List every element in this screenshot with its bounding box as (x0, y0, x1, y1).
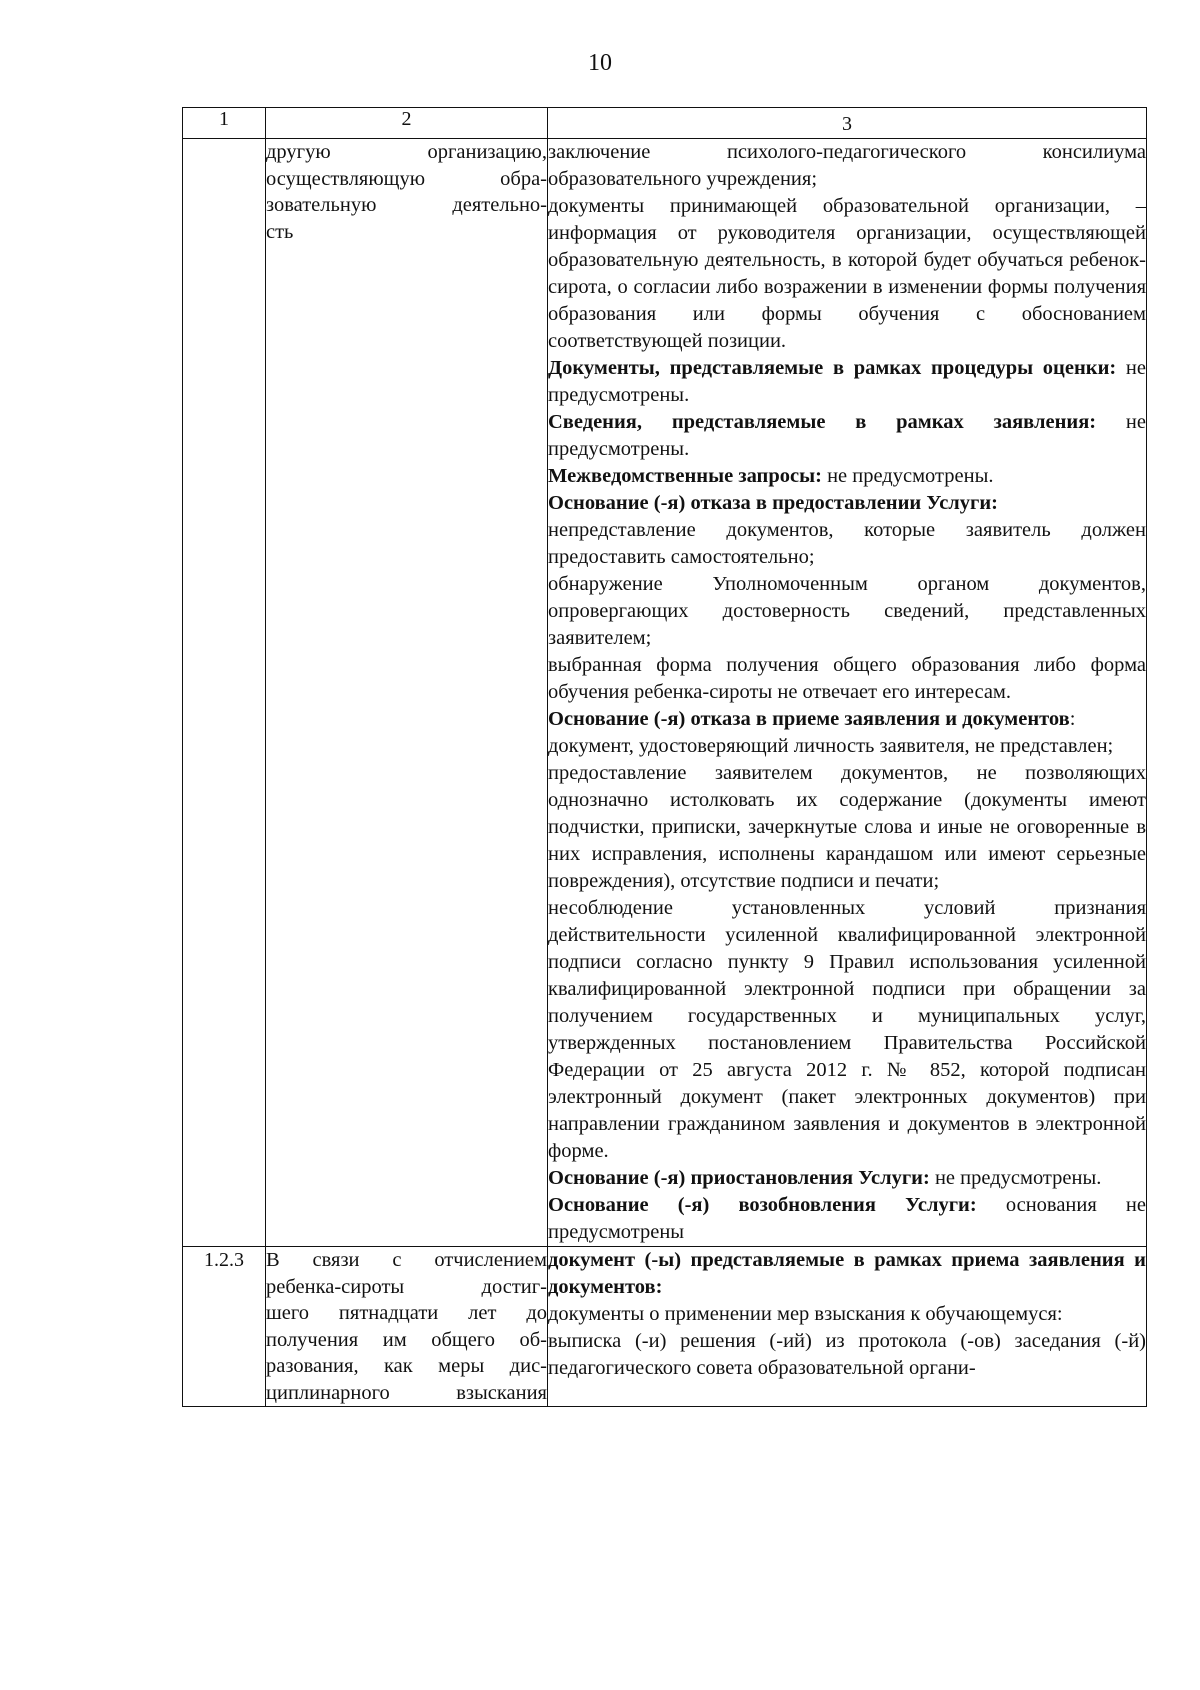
description-line: получения им общего об- (266, 1328, 547, 1351)
row-number (183, 139, 266, 1247)
detail-paragraph: заключение психолого-педагогического консилиума образовательного учреждения; (548, 141, 1146, 190)
detail-heading: Документы, представляемые в рамках процедуры оценки: (548, 357, 1117, 379)
header-col-3: 3 (548, 108, 1147, 139)
header-col-2: 2 (266, 108, 548, 139)
detail-heading: Основание (-я) отказа в предоставлении Услуги: (548, 492, 998, 514)
detail-heading: Межведомственные запросы: (548, 465, 822, 487)
detail-heading: Основание (-я) приостановления Услуги: (548, 1167, 930, 1189)
description-line: зовательную деятельно- (266, 194, 547, 216)
detail-paragraph: Основание (-я) возобновления Услуги: основания не предусмотрены (548, 1194, 1146, 1243)
description-line: сть (266, 220, 294, 243)
detail-paragraph: выбранная форма получения общего образования либо форма обучения ребенка-сироты не отвечает его интересам. (548, 654, 1146, 703)
detail-paragraph: непредставление документов, которые заявитель должен предоставить самостоятельно; (548, 519, 1146, 568)
detail-paragraph: обнаружение Уполномоченным органом документов, опровергающих достоверность сведений, представленных заявителем; (548, 573, 1146, 649)
detail-paragraph: Межведомственные запросы: не предусмотрены. (548, 465, 994, 487)
detail-heading: Основание (-я) отказа в приеме заявления и документов (548, 708, 1070, 730)
row-details (548, 1247, 1147, 1407)
detail-paragraph: документы о применении мер взыскания к обучающемуся: (548, 1303, 1063, 1325)
detail-paragraph: документы принимающей образовательной организации, – информация от руководителя организации, осуществляющей образовательную деятельность, в которой будет обучаться ребенок-сирота, о согласии либо возражении в изменении формы получения образования или формы обучения с обоснованием соответствующей позиции. (548, 195, 1146, 352)
document-table (182, 107, 1147, 1407)
table-row (183, 139, 1147, 1247)
detail-paragraph: несоблюдение установленных условий признания действительности усиленной квалифицированной электронной подписи согласно пункту 9 Правил использования усиленной квалифицированной электронной подписи при обращении за получением государственных и муниципальных услуг, утвержденных постановлением Правительства Российской Федерации от 25 августа 2012 г. № 852, которой подписан электронный документ (пакет электронных документов) при направлении гражданином заявления и документов в электронной форме. (548, 897, 1146, 1162)
page-number: 10 (588, 50, 612, 76)
row-description (266, 139, 548, 1247)
description-line: разования, как меры дис- (266, 1355, 547, 1377)
header-col-1: 1 (183, 108, 266, 139)
description-line: В связи с отчислением (266, 1249, 547, 1271)
detail-paragraph: Основание (-я) отказа в приеме заявления и документов: (548, 708, 1076, 730)
detail-paragraph: выписка (-и) решения (-ий) из протокола (-ов) заседания (-й) педагогического совета образовательной органи- (548, 1330, 1146, 1379)
description-line: осуществляющую обра- (266, 167, 547, 190)
row-details (548, 139, 1147, 1247)
detail-paragraph (548, 1247, 1146, 1301)
detail-heading: документ (-ы) представляемые в рамках приема заявления и документов: (548, 1249, 1146, 1298)
table-row (183, 1247, 1147, 1407)
detail-heading: Сведения, представляемые в рамках заявления: (548, 411, 1097, 433)
description-line: другую организацию, (266, 141, 547, 163)
row-number: 1.2.3 (183, 1247, 266, 1407)
detail-paragraph: документ, удостоверяющий личность заявителя, не представлен; (548, 735, 1114, 757)
row-description (266, 1247, 548, 1407)
detail-heading: Основание (-я) возобновления Услуги: (548, 1194, 977, 1216)
description-line: ребенка-сироты достиг- (266, 1275, 547, 1298)
detail-paragraph: Документы, представляемые в рамках процедуры оценки: не предусмотрены. (548, 357, 1146, 406)
detail-paragraph: предоставление заявителем документов, не позволяющих однозначно истолковать их содержание (документы имеют подчистки, приписки, зачеркнутые слова и иные не оговоренные в них исправления, исполнены карандашом или имеют серьезные повреждения), отсутствие подписи и печати; (548, 762, 1146, 892)
detail-paragraph: Основание (-я) приостановления Услуги: не предусмотрены. (548, 1167, 1102, 1189)
detail-paragraph (548, 490, 1146, 517)
description-line: циплинарного взыскания (266, 1381, 547, 1404)
table-header-row (183, 108, 1147, 139)
detail-paragraph: Сведения, представляемые в рамках заявления: не предусмотрены. (548, 411, 1146, 460)
description-line: шего пятнадцати лет до (266, 1302, 547, 1324)
